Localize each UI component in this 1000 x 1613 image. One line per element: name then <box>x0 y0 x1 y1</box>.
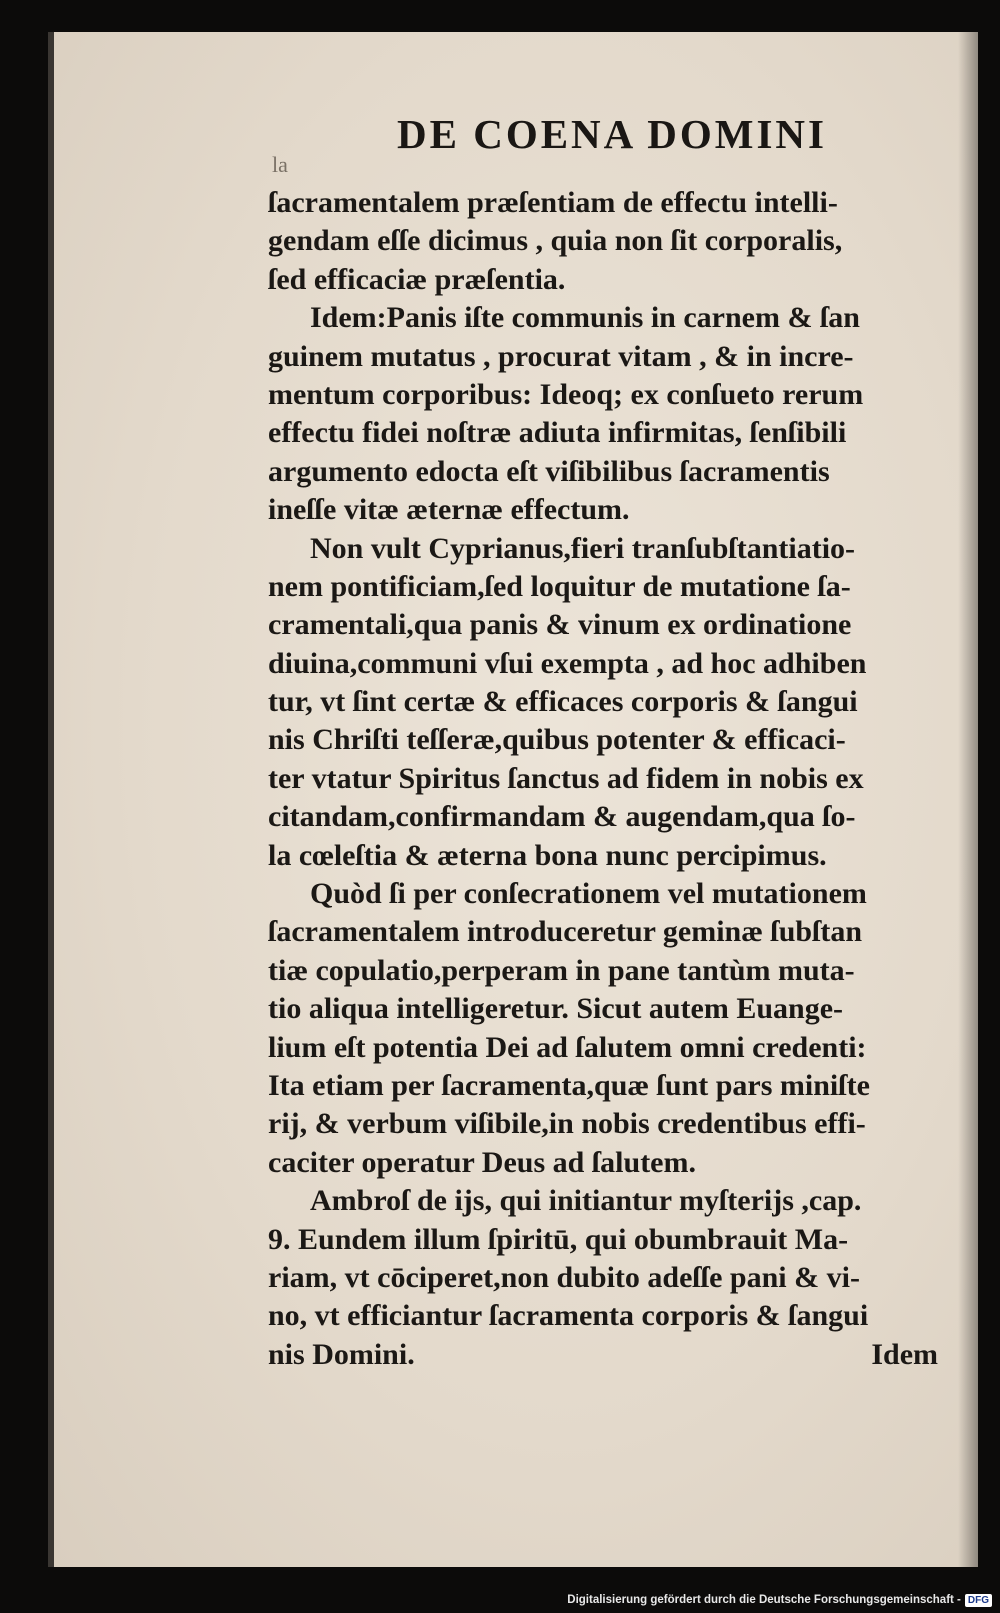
text-line: effectu fidei noſtræ adiuta infirmitas, ſenſibili <box>268 416 847 450</box>
text-line: tiæ copulatio,perperam in pane tantùm muta- <box>268 953 855 987</box>
text-line: ter vtatur Spiritus ſanctus ad fidem in nobis ex <box>268 761 864 795</box>
text-line: rij, & verbum viſibile,in nobis credentibus effi- <box>268 1107 866 1141</box>
text-line: gendam eſſe dicimus , quia non ſit corporalis, <box>268 224 843 258</box>
text-line: lium eſt potentia Dei ad ſalutem omni credenti: <box>268 1030 867 1064</box>
catchword: Idem <box>871 1337 938 1371</box>
text-line: Quòd ſi per conſecrationem vel mutationem <box>310 877 867 911</box>
text-line: cramentali,qua panis & vinum ex ordinatione <box>268 608 852 642</box>
text-line: Non vult Cyprianus,fieri tranſubſtantiatio- <box>310 531 856 565</box>
text-line: riam, vt cōciperet,non dubito adeſſe pani & vi- <box>268 1260 860 1294</box>
text-block <box>268 184 938 1374</box>
running-head: DE COENA DOMINI <box>397 111 827 157</box>
credit-text: Digitalisierung gefördert durch die Deutsche Forschungsgemeinschaft - <box>567 1594 961 1606</box>
text-line: 9. Eundem illum ſpiritū, qui obumbrauit Ma- <box>268 1222 849 1256</box>
dfg-logo: DFG <box>965 1594 992 1607</box>
text-line: nis Chriſti teſſeræ,quibus potenter & efficaci- <box>268 723 846 757</box>
page-header <box>54 110 978 177</box>
text-line: Ambroſ de ijs, qui initiantur myſterijs ,cap. <box>310 1184 862 1218</box>
margin-mark: la <box>272 152 288 177</box>
text-line: tur, vt ſint certæ & efficaces corporis & ſangui <box>268 685 858 719</box>
text-line: diuina,communi vſui exempta , ad hoc adhiben <box>268 646 867 680</box>
text-line: ſacramentalem præſentiam de effectu intelli- <box>268 186 838 219</box>
text-line: argumento edocta eſt viſibilibus ſacramentis <box>268 454 830 488</box>
text-line: no, vt efficiantur ſacramenta corporis & ſangui <box>268 1299 869 1333</box>
book-page <box>48 32 978 1567</box>
text-line: la cœleſtia & æterna bona nunc percipimus. <box>268 838 827 872</box>
text-line: ſed efficaciæ præſentia. <box>268 262 566 296</box>
text-line: mentum corporibus: Ideoq; ex conſueto rerum <box>268 377 864 411</box>
text-line: nem pontificiam,ſed loquitur de mutatione ſa- <box>268 569 851 603</box>
text-line: citandam,confirmandam & augendam,qua ſo- <box>268 800 856 834</box>
text-line: guinem mutatus , procurat vitam , & in incre- <box>268 339 854 373</box>
text-line: nis Domini. <box>268 1337 415 1371</box>
text-line: caciter operatur Deus ad ſalutem. <box>268 1145 696 1179</box>
text-line: Idem:Panis iſte communis in carnem & ſan <box>310 301 860 335</box>
text-line: ſacramentalem introduceretur geminæ ſubſtan <box>268 915 863 949</box>
text-line: ineſſe vitæ æternæ effectum. <box>268 493 630 527</box>
page-edge-shadow <box>958 32 978 1567</box>
text-line: tio aliqua intelligeretur. Sicut autem Euange- <box>268 992 844 1026</box>
digitization-credit <box>567 1589 992 1611</box>
last-text-line <box>268 1336 938 1374</box>
text-line: Ita etiam per ſacramenta,quæ ſunt pars miniſte <box>268 1068 870 1102</box>
